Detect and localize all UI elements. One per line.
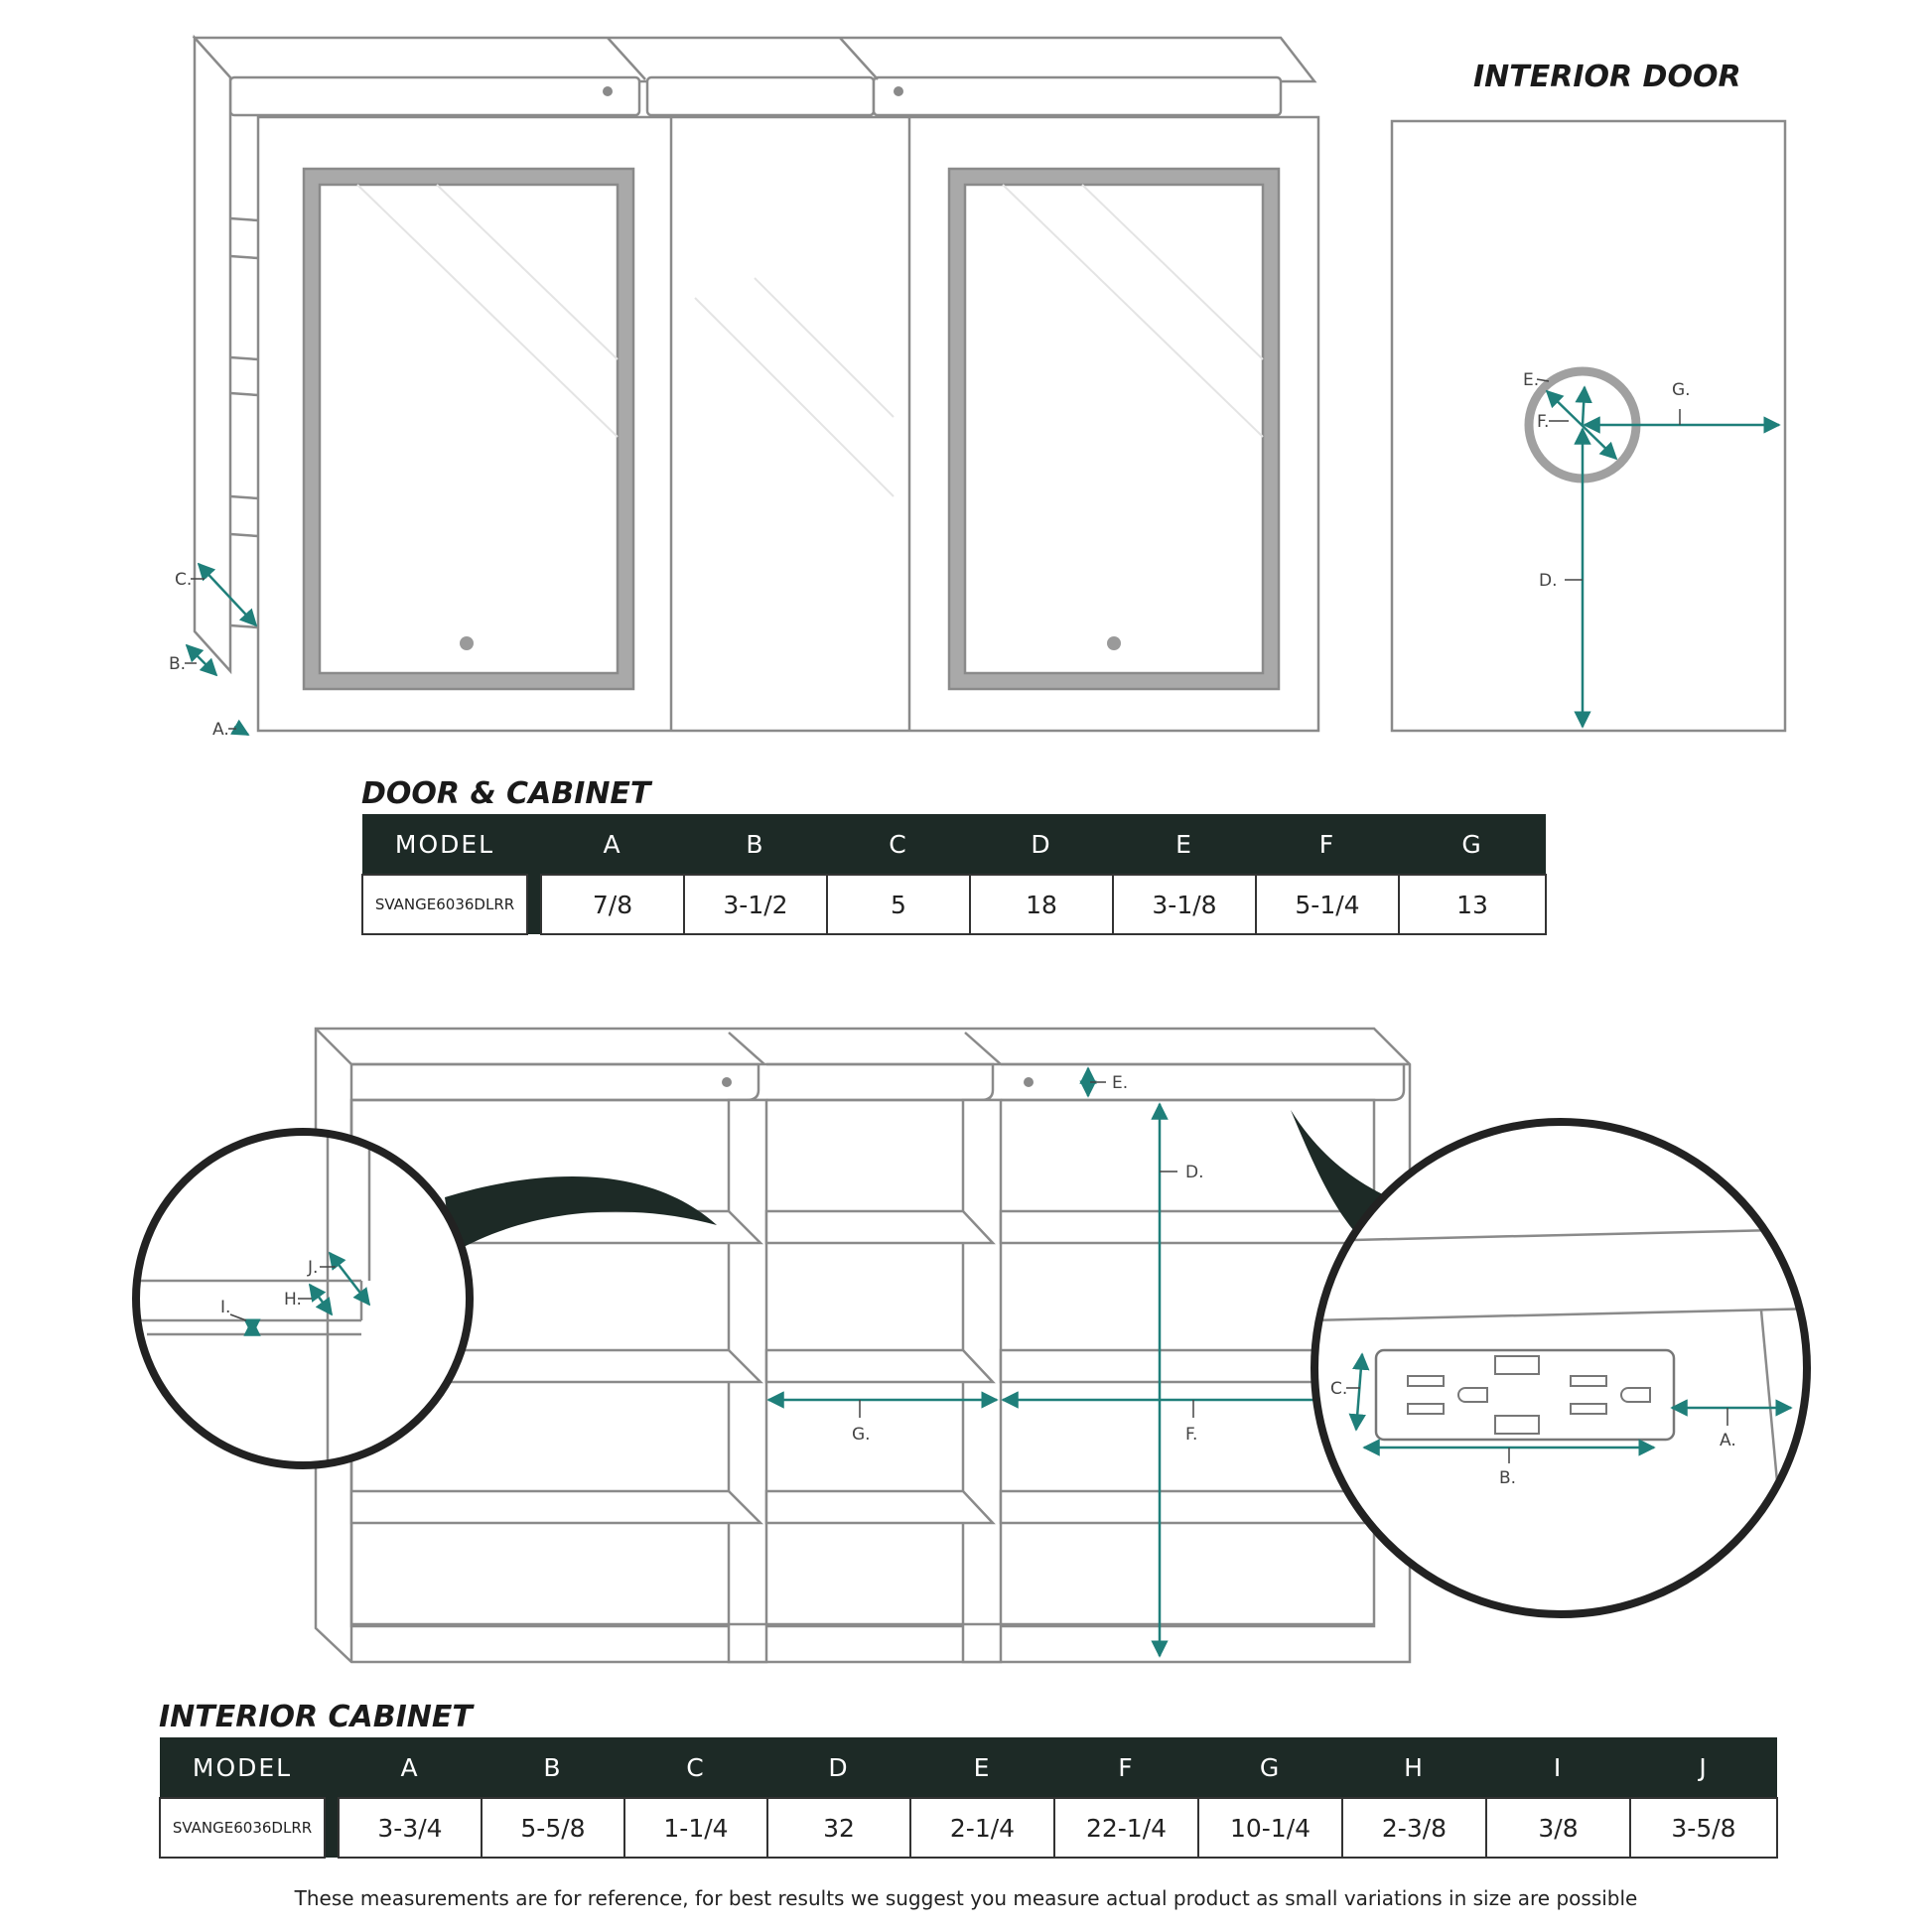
value-cell: 2-1/4 <box>910 1798 1054 1858</box>
touch-button <box>460 636 474 650</box>
header-cell: E <box>1113 814 1256 875</box>
dim-label-c: C. <box>175 570 193 590</box>
header-cell: MODEL <box>362 814 527 875</box>
dim-label-c: C. <box>1330 1379 1348 1399</box>
header-cell: I <box>1486 1737 1630 1798</box>
touch-button <box>1107 636 1121 650</box>
cabinet-outer-box <box>316 1029 1410 1662</box>
header-cell: G <box>1198 1737 1342 1798</box>
light-bar-middle <box>647 77 874 115</box>
dim-label-e: E. <box>1523 370 1540 390</box>
header-cell: F <box>1256 814 1399 875</box>
dim-label-b: B. <box>169 654 187 674</box>
value-cell: 5-5/8 <box>482 1798 624 1858</box>
dim-label-f: F. <box>1185 1425 1198 1445</box>
header-cell: E <box>910 1737 1054 1798</box>
value-cell: 7/8 <box>541 875 684 934</box>
value-cell: 13 <box>1399 875 1546 934</box>
value-cell: 18 <box>970 875 1113 934</box>
dim-label-a: A. <box>1720 1431 1736 1450</box>
row-sep <box>527 875 541 934</box>
dim-label-g: G. <box>1672 380 1691 400</box>
sensor-dot <box>1024 1077 1034 1087</box>
light-bar-left <box>230 77 639 115</box>
usb-port <box>1495 1356 1539 1374</box>
dim-label-i: I. <box>220 1298 231 1317</box>
sensor-dot <box>603 86 613 96</box>
header-cell: C <box>827 814 970 875</box>
dim-label-f: F. <box>1537 412 1550 432</box>
model-cell: SVANGE6036DLRR <box>362 875 527 934</box>
value-cell: 3-1/2 <box>684 875 827 934</box>
table-row <box>160 1798 1777 1858</box>
sensor-dot <box>722 1077 732 1087</box>
value-cell: 2-3/8 <box>1342 1798 1486 1858</box>
interior-cabinet-title: INTERIOR CABINET <box>159 1700 473 1734</box>
header-cell: A <box>541 814 684 875</box>
table-header-row <box>160 1737 1777 1798</box>
dim-label-b: B. <box>1499 1468 1517 1488</box>
dim-label-j: J. <box>308 1258 319 1278</box>
dim-label-d: D. <box>1185 1163 1204 1182</box>
dim-label-a: A. <box>212 720 229 740</box>
dim-label-e: E. <box>1112 1073 1129 1093</box>
value-cell: 3-5/8 <box>1630 1798 1777 1858</box>
header-cell: H <box>1342 1737 1486 1798</box>
dim-label-d: D. <box>1539 571 1558 591</box>
interior-cabinet-table <box>159 1737 1778 1859</box>
interior-cabinet-drawing <box>316 1029 1410 1662</box>
light-bar-right <box>874 77 1281 115</box>
header-cell: F <box>1054 1737 1198 1798</box>
header-cell: MODEL <box>160 1737 325 1798</box>
header-cell: J <box>1630 1737 1777 1798</box>
closed-cabinet-drawing <box>195 38 1318 731</box>
header-cell: G <box>1399 814 1546 875</box>
table-row <box>362 875 1546 934</box>
door-cabinet-title: DOOR & CABINET <box>361 776 651 811</box>
cabinet-side-panel <box>195 38 230 671</box>
interior-door-title: INTERIOR DOOR <box>1473 60 1741 94</box>
model-cell: SVANGE6036DLRR <box>160 1798 325 1858</box>
header-sep <box>527 814 541 875</box>
door-cabinet-table <box>361 814 1547 935</box>
value-cell: 1-1/4 <box>624 1798 767 1858</box>
cabinet-top-panel <box>195 38 1314 81</box>
sensor-dot <box>894 86 903 96</box>
left-mirror-glass <box>320 185 618 673</box>
header-cell: B <box>684 814 827 875</box>
usb-port <box>1495 1416 1539 1434</box>
value-cell: 5-1/4 <box>1256 875 1399 934</box>
header-cell: D <box>970 814 1113 875</box>
header-cell: A <box>339 1737 482 1798</box>
value-cell: 3-3/4 <box>339 1798 482 1858</box>
header-cell: B <box>482 1737 624 1798</box>
row-sep <box>325 1798 339 1858</box>
value-cell: 3/8 <box>1486 1798 1630 1858</box>
value-cell: 22-1/4 <box>1054 1798 1198 1858</box>
value-cell: 3-1/8 <box>1113 875 1256 934</box>
value-cell: 10-1/4 <box>1198 1798 1342 1858</box>
dim-label-h: H. <box>284 1290 302 1310</box>
table-header-row <box>362 814 1546 875</box>
dim-label-g: G. <box>852 1425 871 1445</box>
right-mirror-glass <box>965 185 1263 673</box>
header-sep <box>325 1737 339 1798</box>
header-cell: D <box>767 1737 910 1798</box>
header-cell: C <box>624 1737 767 1798</box>
value-cell: 5 <box>827 875 970 934</box>
value-cell: 32 <box>767 1798 910 1858</box>
measurement-disclaimer: These measurements are for reference, for best results we suggest you measure actual product as small variations in size are possible <box>294 1886 1638 1910</box>
